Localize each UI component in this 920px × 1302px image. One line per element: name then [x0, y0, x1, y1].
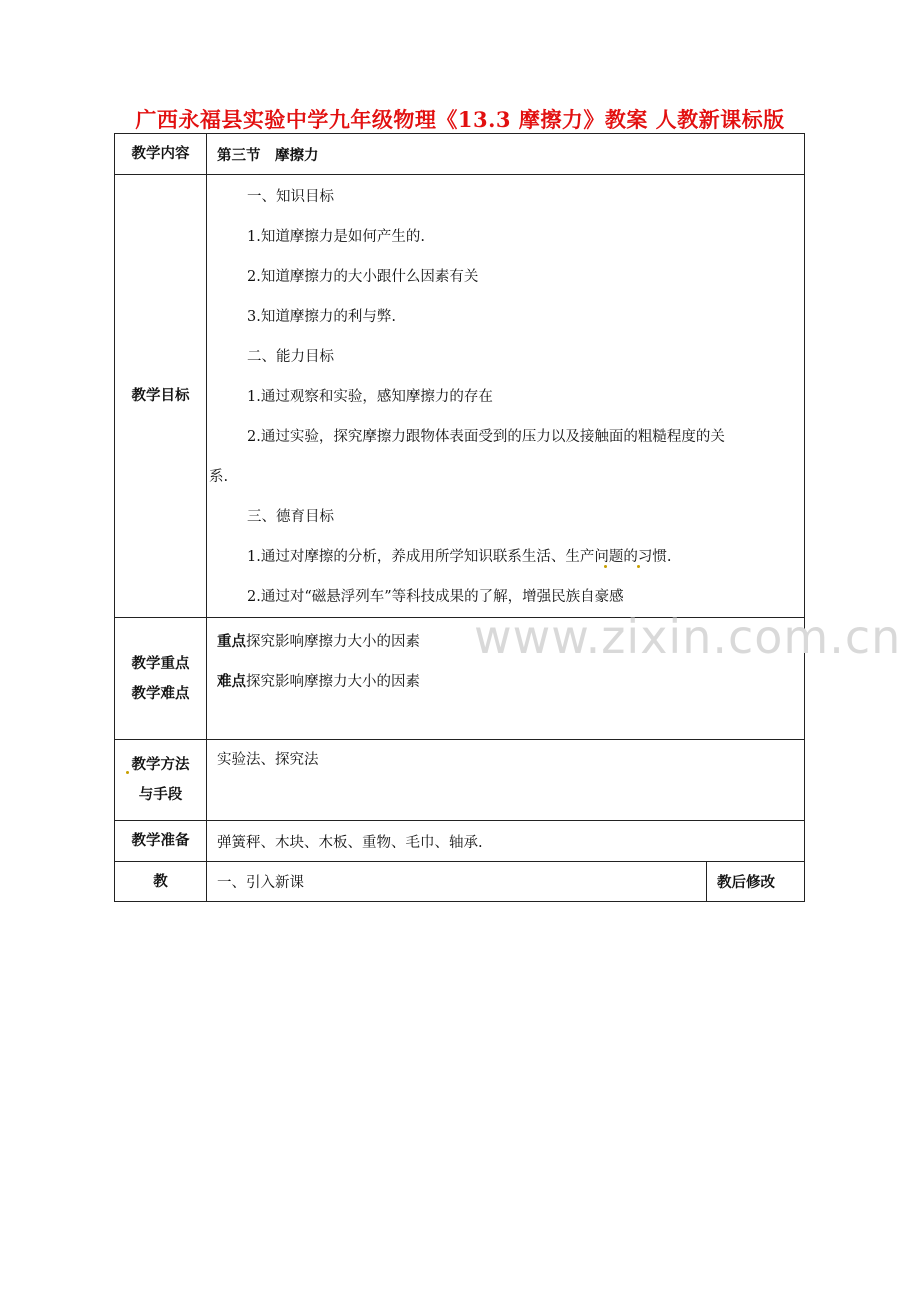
- row-teaching-goals: [115, 175, 805, 618]
- label-key-point: 教学重点: [131, 655, 190, 672]
- label-difficult-point: 教学难点: [131, 685, 190, 702]
- decorative-dot: [126, 771, 129, 774]
- goal-line: 3.知道摩擦力的利与弊.: [247, 309, 396, 325]
- goal-line: 2.通过实验，探究摩擦力跟物体表面受到的压力以及接触面的粗糙程度的关: [247, 429, 725, 445]
- value-teaching-content: 第三节 摩擦力: [207, 134, 805, 175]
- process-value: 一、引入新课: [207, 862, 707, 902]
- key-point-label: 重点: [217, 634, 246, 650]
- goal-line: 1.通过观察和实验，感知摩擦力的存在: [247, 389, 493, 405]
- key-point-value: 探究影响摩擦力大小的因素: [246, 634, 420, 650]
- preparation-value: 弹簧秤、木块、木板、重物、毛巾、轴承.: [207, 821, 805, 862]
- label-teaching-content: 教学内容: [115, 134, 207, 175]
- goal-line: 系.: [209, 469, 229, 485]
- label-methods-2: 与手段: [138, 787, 183, 803]
- label-process: 教: [115, 862, 207, 902]
- label-teaching-goals: 教学目标: [115, 175, 207, 618]
- row-preparation: [115, 821, 805, 862]
- row-teaching-content: [115, 134, 805, 175]
- decorative-dot: [637, 565, 640, 568]
- goal-line: 二、能力目标: [247, 349, 334, 365]
- goals-cell: [207, 175, 805, 618]
- row-process: [115, 862, 805, 902]
- label-key-points: [115, 618, 207, 740]
- goal-line: 一、知识目标: [247, 189, 334, 205]
- goal-line: 1.通过对摩擦的分析，养成用所学知识联系生活、生产问题的习惯.: [247, 549, 672, 565]
- difficult-point-value: 探究影响摩擦力大小的因素: [246, 674, 420, 690]
- goal-line: 2.知道摩擦力的大小跟什么因素有关: [247, 269, 479, 285]
- goal-line: 2.通过对“磁悬浮列车”等科技成果的了解，增强民族自豪感: [247, 589, 624, 605]
- goal-line: 1.知道摩擦力是如何产生的.: [247, 229, 425, 245]
- difficult-point-line: [217, 662, 804, 702]
- label-preparation: 教学准备: [115, 821, 207, 862]
- watermark: www.zixin.com.cn: [474, 610, 902, 664]
- difficult-point-label: 难点: [217, 674, 246, 690]
- row-methods: [115, 740, 805, 821]
- label-methods-1: 教学方法: [131, 757, 190, 773]
- methods-cell: [207, 740, 805, 821]
- page-title: 广西永福县实验中学九年级物理《13.3 摩擦力》教案 人教新课标版: [135, 107, 785, 132]
- label-methods: [115, 740, 207, 821]
- lesson-plan-table: [114, 133, 805, 902]
- goal-line: 三、德育目标: [247, 509, 334, 525]
- methods-value: 实验法、探究法: [217, 752, 319, 768]
- label-revision: 教后修改: [707, 862, 805, 902]
- decorative-dot: [604, 565, 607, 568]
